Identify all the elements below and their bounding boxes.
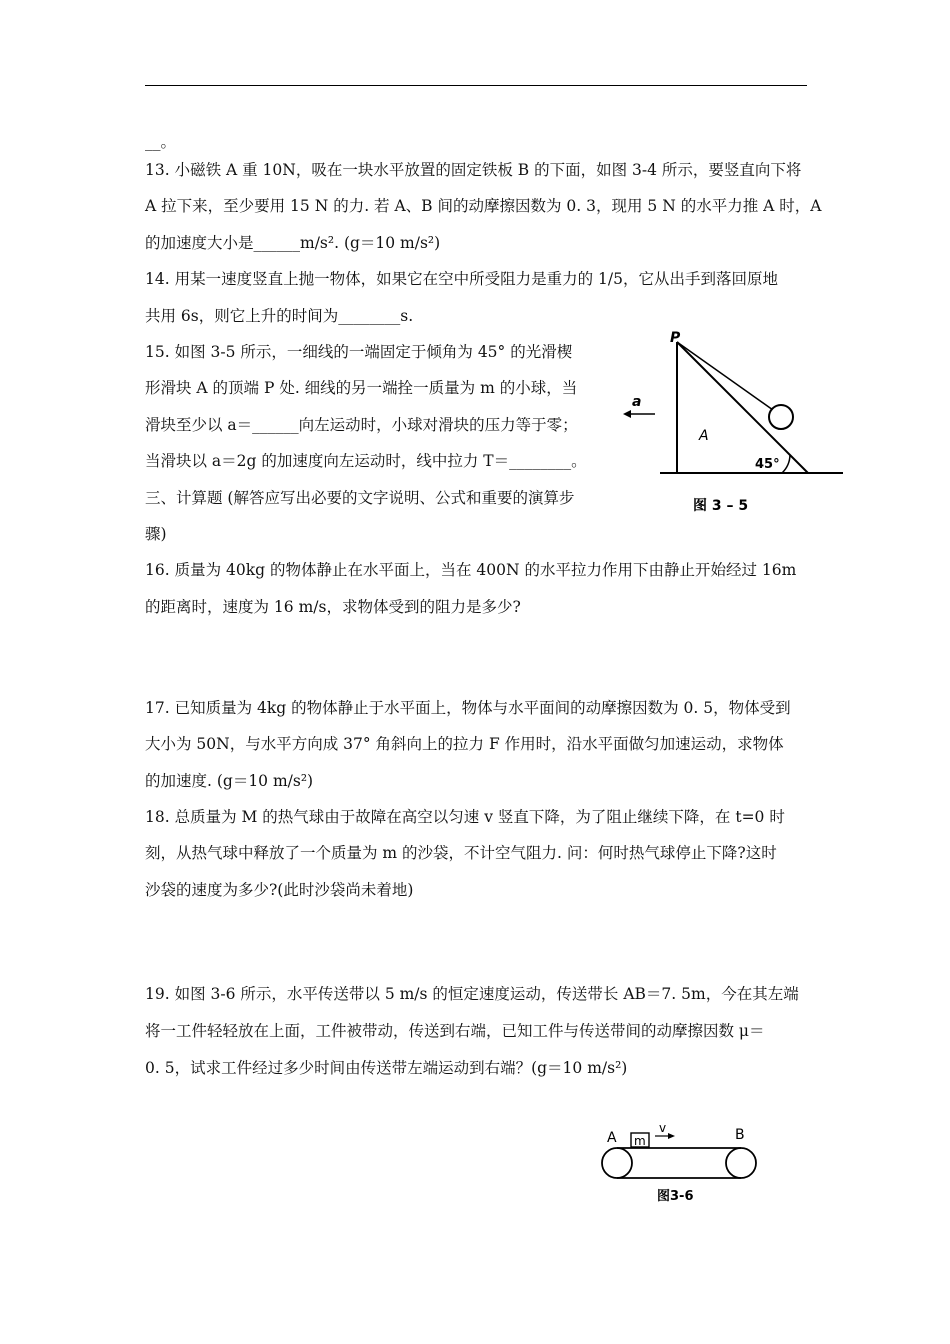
text-line: 15. 如图 3-5 所示，一细线的一端固定于倾角为 45° 的光滑楔 xyxy=(145,343,573,361)
label-m: m xyxy=(634,1134,646,1148)
text-line: 14. 用某一速度竖直上抛一物体，如果它在空中所受阻力是重力的 1/5，它从出手到落回原地 xyxy=(145,270,778,288)
section-heading: 三、计算题 (解答应写出必要的文字说明、公式和重要的演算步 xyxy=(145,489,575,507)
text-line: 当滑块以 a＝2g 的加速度向左运动时，线中拉力 T＝________。 xyxy=(145,452,587,470)
text-line: 16. 质量为 40kg 的物体静止在水平面上，当在 400N 的水平拉力作用下由静止开始经过 16m xyxy=(145,561,797,579)
text-line: 大小为 50N，与水平方向成 37° 角斜向上的拉力 F 作用时，沿水平面做匀加速运动，求物体 xyxy=(145,735,784,753)
string xyxy=(677,342,773,410)
label-v: v xyxy=(659,1121,667,1135)
label-b: B xyxy=(735,1127,745,1143)
label-acceleration: a xyxy=(632,394,642,410)
text-line: 骤) xyxy=(145,525,167,543)
text-line: A 拉下来，至少要用 15 N 的力. 若 A、B 间的动摩擦因数为 0. 3，现用 5 N 的水平力推 A 时，A xyxy=(145,197,822,215)
caption: 图3-6 xyxy=(657,1189,694,1204)
acceleration-arrow-head xyxy=(623,410,631,418)
text-line: 刻，从热气球中释放了一个质量为 m 的沙袋，不计空气阻力. 问：何时热气球停止下降?这时 xyxy=(145,844,777,862)
text-line: 17. 已知质量为 4kg 的物体静止于水平面上，物体与水平面间的动摩擦因数为 0. 5，物体受到 xyxy=(145,699,791,717)
text-line: 滑块至少以 a＝______向左运动时，小球对滑块的压力等于零； xyxy=(145,416,578,434)
ball xyxy=(769,405,793,429)
text-line: 将一工件轻轻放在上面，工件被带动，传送到右端，已知工件与传送带间的动摩擦因数 μ＝ xyxy=(145,1022,765,1040)
text-line: 19. 如图 3-6 所示，水平传送带以 5 m/s 的恒定速度运动，传送带长 AB＝7. 5m，今在其左端 xyxy=(145,985,799,1003)
figure-3-6 xyxy=(595,1120,765,1210)
header-rule xyxy=(145,85,807,86)
label-block-a: A xyxy=(699,428,709,444)
left-pulley xyxy=(602,1148,632,1178)
text-line: 沙袋的速度为多少?(此时沙袋尚未着地) xyxy=(145,881,414,899)
text-line: 18. 总质量为 M 的热气球由于故障在高空以匀速 v 竖直下降，为了阻止继续下降，在 t=0 时 xyxy=(145,808,785,826)
label-angle: 45° xyxy=(755,457,780,472)
label-p: P xyxy=(670,330,681,346)
angle-arc xyxy=(782,455,790,473)
label-a: A xyxy=(607,1130,617,1146)
text-line: 的加速度. (g＝10 m/s²) xyxy=(145,772,314,790)
caption: 图 3 – 5 xyxy=(693,498,749,514)
text-line: 共用 6s，则它上升的时间为________s. xyxy=(145,307,414,325)
velocity-arrow-head xyxy=(668,1133,675,1139)
text-line: 形滑块 A 的顶端 P 处. 细线的另一端拴一质量为 m 的小球，当 xyxy=(145,379,578,397)
text-line: 0. 5，试求工件经过多少时间由传送带左端运动到右端？(g＝10 m/s²) xyxy=(145,1059,628,1077)
text-line: 的距离时，速度为 16 m/s，求物体受到的阻力是多少? xyxy=(145,598,521,616)
right-pulley xyxy=(726,1148,756,1178)
text-line: 的加速度大小是______m/s². (g＝10 m/s²) xyxy=(145,234,441,252)
figure-3-5 xyxy=(615,330,850,520)
text-line: 13. 小磁铁 A 重 10N，吸在一块水平放置的固定铁板 B 的下面，如图 3-4 所示，要竖直向下将 xyxy=(145,161,802,179)
text-line: __。 xyxy=(145,133,177,151)
